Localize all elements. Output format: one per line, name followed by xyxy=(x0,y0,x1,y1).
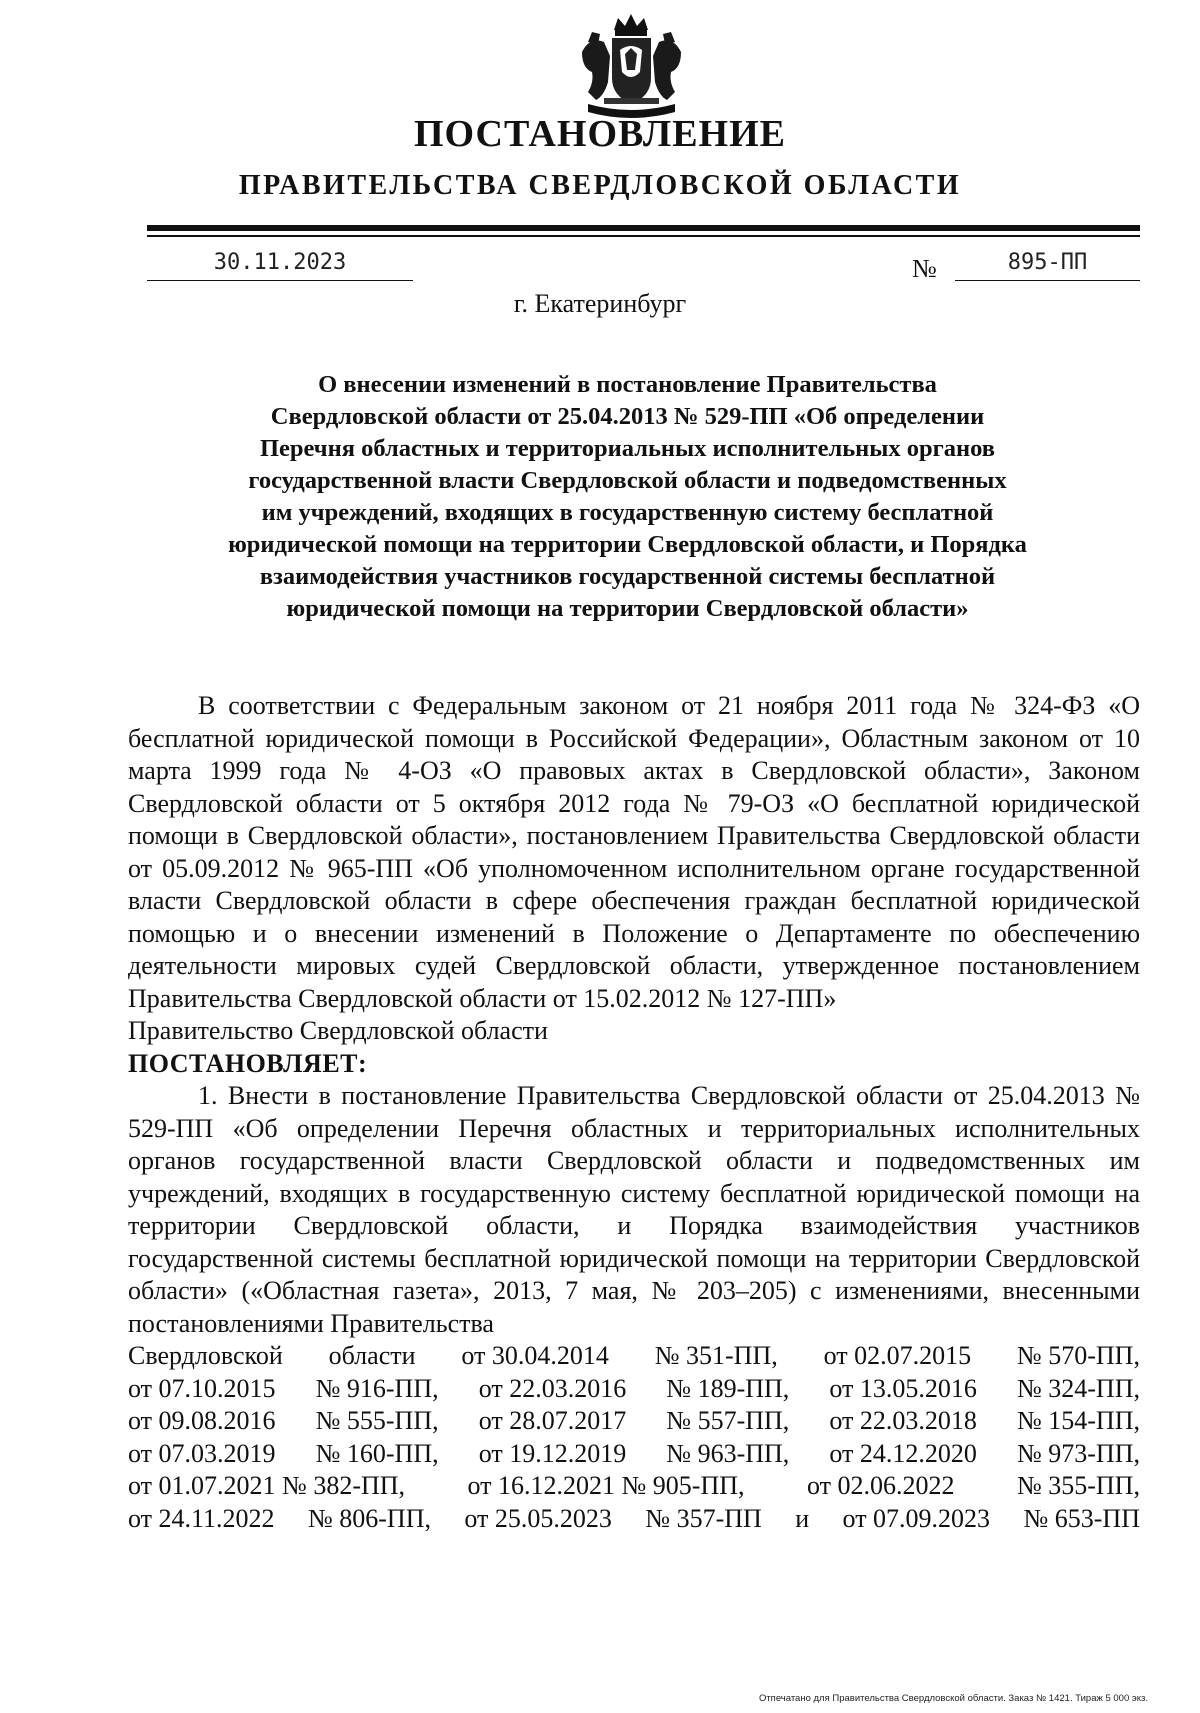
header-divider-thick xyxy=(147,225,1140,231)
coat-of-arms-icon xyxy=(574,12,689,124)
document-title: ПОСТАНОВЛЕНИЕ xyxy=(413,113,787,155)
heading-line: им учреждений, входящих в государственную систему бесплатной xyxy=(261,499,994,526)
amendment-cell: № 653-ПП xyxy=(1023,1503,1140,1533)
print-imprint: Отпечатано для Правительства Свердловской области. Заказ № 1421. Тираж 5 000 экз. xyxy=(758,1693,1148,1704)
amendment-cell: № 963-ПП, xyxy=(666,1438,790,1468)
amendment-cell: от 16.12.2021 № 905-ПП, xyxy=(467,1471,745,1500)
amendment-cell: от 13.05.2016 xyxy=(829,1373,977,1403)
amendment-cell: № 355-ПП, xyxy=(1016,1471,1140,1500)
heading-line: взаимодействия участников государственной системы бесплатной xyxy=(259,563,996,590)
amendment-cell: от 07.09.2023 xyxy=(842,1503,991,1533)
amendment-cell: № 189-ПП, xyxy=(666,1373,790,1403)
amendment-cell: от 22.03.2018 xyxy=(829,1406,977,1435)
document-body xyxy=(128,690,1140,1535)
amendment-cell: № 324-ПП, xyxy=(1016,1373,1140,1403)
heading-line: юридической помощи на территории Свердловской области» xyxy=(286,595,969,622)
amendment-cell: № 160-ПП, xyxy=(315,1438,439,1468)
preamble-paragraph: В соответствии с Федеральным законом от 21 ноября 2011 года № 324-ФЗ «О бесплатной юридической помощи в Российской Федерации», Областным законом от 10 марта 1999 года № 4-ОЗ «О правовых актах в Свердловской области», Законом Свердловской области от 5 октября 2012 года № 79-ОЗ «О бесплатной юридической помощи в Свердловской области», постановлением Правительства Свердловской области от 05.09.2012 № 965-ПП «Об уполномоченном исполнительном органе государственной власти Свердловской области в сфере обеспечения граждан бесплатной юридической помощью и о внесении изменений в Положение о Департаменте по обеспечению деятельности мировых судей Свердловской области, утвержденное постановлением Правительства Свердловской области от 15.02.2012 № 127-ПП» xyxy=(128,691,1140,1013)
heading-line: Свердловской области от 25.04.2013 № 529-ПП «Об определении xyxy=(270,403,985,430)
heading-line: юридической помощи на территории Свердловской области, и Порядка xyxy=(228,531,1027,558)
resolves-heading: ПОСТАНОВЛЯЕТ: xyxy=(128,1048,368,1078)
amendment-cell: и xyxy=(795,1503,810,1533)
issuing-authority: Правительство Свердловской области xyxy=(128,1016,548,1045)
amendment-cell: № 570-ПП, xyxy=(1016,1341,1140,1370)
amendment-cell: от 02.07.2015 xyxy=(823,1341,972,1370)
amendment-cell: от 22.03.2016 xyxy=(478,1373,627,1403)
amendment-cell: № 973-ПП, xyxy=(1016,1438,1140,1468)
number-sign: № xyxy=(912,254,937,283)
header-divider-thin xyxy=(147,235,1140,237)
amendment-cell: № 357-ПП xyxy=(645,1503,762,1533)
amendment-cell: от 09.08.2016 xyxy=(128,1406,276,1435)
amendment-cell: № 916-ПП, xyxy=(315,1373,439,1403)
item-1-paragraph: 1. Внести в постановление Правительства Свердловской области от 25.04.2013 № 529-ПП «Об определении Перечня областных и территориальных исполнительных органов государственной власти Свердловской области и подведомственных им учреждений, входящих в государственную систему бесплатной юридической помощи на территории Свердловской области, и Порядка взаимодействия участников государственной системы бесплатной юридической помощи на территории Свердловской области» («Областная газета», 2013, 7 мая, № 203–205) с изменениями, внесенными постановлениями Правительства xyxy=(128,1081,1140,1338)
amendment-cell: № 806-ПП, xyxy=(307,1503,431,1533)
issuer-title: ПРАВИТЕЛЬСТВА СВЕРДЛОВСКОЙ ОБЛАСТИ xyxy=(238,170,962,201)
amendment-cell: от 28.07.2017 xyxy=(478,1406,627,1435)
amendment-cell: от 24.11.2022 xyxy=(128,1503,275,1533)
amendment-cell: от 30.04.2014 xyxy=(461,1341,609,1370)
amendment-row xyxy=(128,1438,1140,1471)
document-city: г. Екатеринбург xyxy=(513,289,687,318)
amendment-cell: № 351-ПП, xyxy=(654,1341,778,1370)
heading-line: Перечня областных и территориальных исполнительных органов xyxy=(259,435,996,462)
amendment-row xyxy=(128,1405,1140,1438)
amendment-cell: от 07.03.2019 xyxy=(128,1438,276,1468)
document-number: 895-ПП xyxy=(955,246,1140,281)
amendment-cell: от 19.12.2019 xyxy=(478,1438,627,1468)
amendment-row xyxy=(128,1470,1140,1503)
amendment-cell: от 24.12.2020 xyxy=(829,1438,977,1468)
heading-line: О внесении изменений в постановление Правительства xyxy=(318,371,937,398)
document-date: 30.11.2023 xyxy=(147,246,413,281)
amendment-cell: № 555-ПП, xyxy=(315,1406,439,1435)
amendment-cell: от 25.05.2023 xyxy=(464,1503,612,1533)
amendment-cell: № 557-ПП, xyxy=(666,1406,790,1435)
amendment-cell: области xyxy=(328,1341,416,1370)
heading-line: государственной власти Свердловской области и подведомственных xyxy=(248,467,1007,494)
amendment-row xyxy=(128,1373,1140,1406)
amendment-cell: Свердловской xyxy=(128,1341,283,1370)
amendment-row xyxy=(128,1503,1140,1536)
amendment-cell: от 07.10.2015 xyxy=(128,1373,276,1403)
amendment-row xyxy=(128,1340,1140,1373)
amendment-cell: № 154-ПП, xyxy=(1016,1406,1140,1435)
amendment-cell: от 01.07.2021 № 382-ПП, xyxy=(128,1471,406,1500)
document-heading xyxy=(160,369,1095,625)
amendment-cell: от 02.06.2022 xyxy=(806,1471,955,1500)
